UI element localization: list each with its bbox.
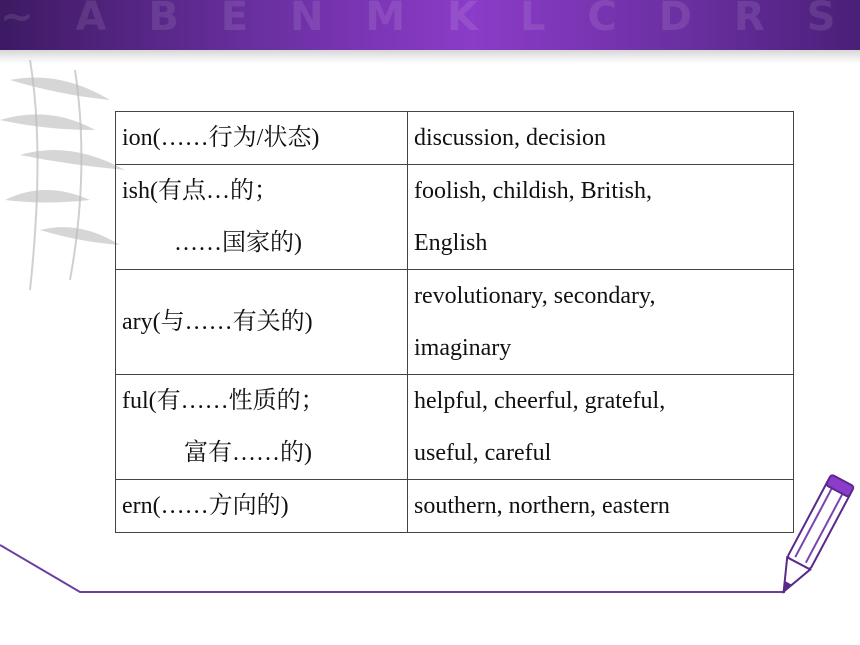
suffix-cell xyxy=(116,480,408,533)
header-banner xyxy=(0,0,860,50)
table-row xyxy=(116,270,794,375)
examples-cell xyxy=(408,270,794,375)
examples-cell xyxy=(408,165,794,270)
suffix-text: ion(……行为/状态) xyxy=(122,125,320,151)
suffix-text: ary(与……有关的) xyxy=(122,309,313,335)
examples-text: English xyxy=(414,230,488,256)
table-row xyxy=(116,375,794,480)
examples-cell xyxy=(408,112,794,165)
examples-cell xyxy=(408,375,794,480)
suffix-cell xyxy=(116,375,408,480)
table-row xyxy=(116,480,794,533)
examples-text: useful, careful xyxy=(414,440,552,466)
suffix-text: ern(……方向的) xyxy=(122,493,289,519)
examples-text: southern, northern, eastern xyxy=(414,493,670,519)
table-row xyxy=(116,165,794,270)
examples-cell xyxy=(408,480,794,533)
suffix-text: 富有……的) xyxy=(184,440,312,466)
examples-text: helpful, cheerful, grateful, xyxy=(414,388,666,414)
table-row xyxy=(116,112,794,165)
examples-text: discussion, decision xyxy=(414,125,606,151)
suffix-text: ful(有……性质的； xyxy=(122,388,325,414)
banner-letter-pattern: ~ A B E N M K L C D R S xyxy=(0,0,850,40)
suffix-text: ……国家的) xyxy=(174,230,302,256)
bottom-accent-line xyxy=(0,540,860,600)
suffix-cell xyxy=(116,165,408,270)
suffix-cell xyxy=(116,112,408,165)
suffix-text: ish(有点…的； xyxy=(122,178,278,204)
examples-text: foolish, childish, British, xyxy=(414,178,653,204)
suffix-cell xyxy=(116,270,408,375)
examples-text: revolutionary, secondary, xyxy=(414,283,656,309)
suffix-table xyxy=(115,111,794,533)
examples-text: imaginary xyxy=(414,335,512,361)
